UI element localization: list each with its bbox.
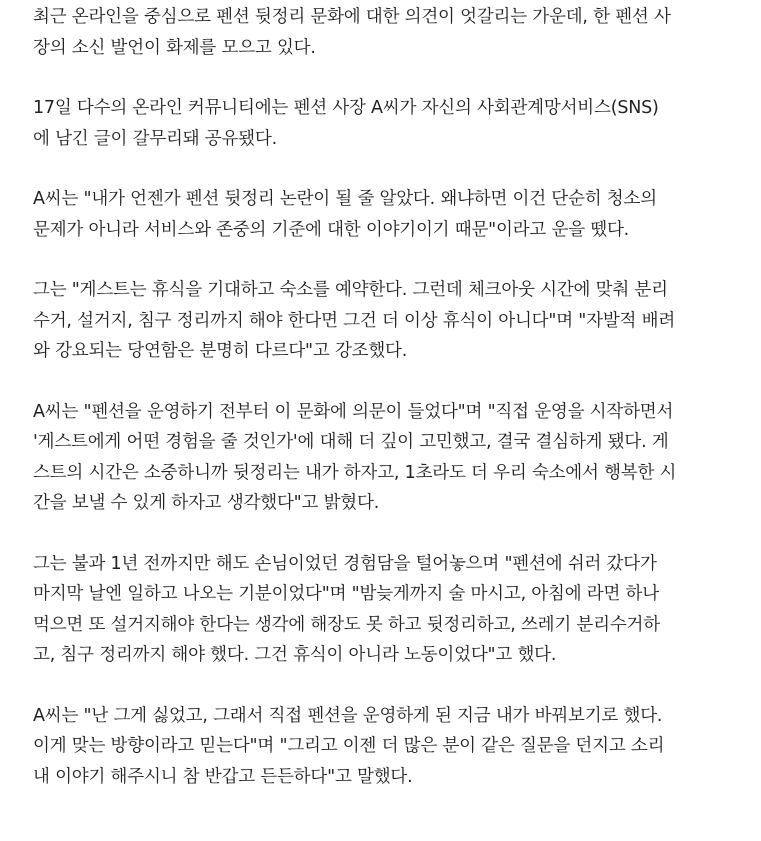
- text-line: A씨는 "난 그게 싫었고, 그래서 직접 펜션을 운영하게 된 지금 내가 바꿔보기로 했다.: [33, 705, 663, 726]
- text-line: 마지막 날엔 일하고 나오는 기분이었다"며 "밤늦게까지 술 마시고, 아침에 라면 하나: [33, 584, 659, 604]
- paragraph-1: [33, 2, 745, 63]
- paragraph-4: [33, 275, 745, 367]
- text-line: A씨는 "내가 언젠가 펜션 뒷정리 논란이 될 줄 알았다. 왜냐하면 이건 단순히 청소의: [33, 189, 657, 209]
- paragraph-5: [33, 397, 745, 519]
- text-line: 스트의 시간은 소중하니까 뒷정리는 내가 하자고, 1초라도 더 우리 숙소에서 행복한 시: [33, 462, 677, 483]
- text-line: 수거, 설거지, 침구 정리까지 해야 한다면 그건 더 이상 휴식이 아니다"며 "자발적 배려: [33, 310, 676, 331]
- text-line: '게스트에게 어떤 경험을 줄 것인가'에 대해 더 깊이 고민했고, 결국 결심하게 됐다. 게: [33, 432, 669, 452]
- text-line: 그는 불과 1년 전까지만 해도 손님이었던 경험담을 털어놓으며 "펜션에 쉬러 갔다가: [33, 553, 657, 574]
- article-body: [33, 2, 745, 822]
- paragraph-7: [33, 701, 745, 793]
- text-line: 먹으면 또 설거지해야 한다는 생각에 해장도 못 하고 뒷정리하고, 쓰레기 분리수거하: [33, 614, 660, 635]
- text-line: 최근 온라인을 중심으로 펜션 뒷정리 문화에 대한 의견이 엇갈리는 가운데, 한 펜션 사: [33, 7, 671, 27]
- paragraph-3: [33, 184, 745, 245]
- text-line: 이게 맞는 방향이라고 믿는다"며 "그리고 이젠 더 많은 분이 같은 질문을 던지고 소리: [33, 736, 665, 756]
- paragraph-2: [33, 93, 745, 154]
- paragraph-6: [33, 549, 745, 671]
- text-line: 내 이야기 해주시니 참 반갑고 든든하다"고 말했다.: [33, 766, 413, 787]
- text-line: 그는 "게스트는 휴식을 기대하고 숙소를 예약한다. 그런데 체크아웃 시간에 맞춰 분리: [33, 280, 668, 300]
- text-line: 와 강요되는 당연함은 분명히 다르다"고 강조했다.: [33, 341, 408, 361]
- text-line: 간을 보낼 수 있게 하자고 생각했다"고 밝혔다.: [33, 493, 380, 513]
- text-line: 문제가 아니라 서비스와 존중의 기준에 대한 이야기이기 때문"이라고 운을 뗐다.: [33, 219, 630, 240]
- text-line: 장의 소신 발언이 화제를 모으고 있다.: [33, 37, 316, 58]
- text-line: A씨는 "펜션을 운영하기 전부터 이 문화에 의문이 들었다"며 "직접 운영을 시작하면서: [33, 401, 674, 422]
- text-line: 17일 다수의 온라인 커뮤니티에는 펜션 사장 A씨가 자신의 사회관계망서비스(SNS): [33, 98, 659, 118]
- text-line: 고, 침구 정리까지 해야 했다. 그건 휴식이 아니라 노동이었다"고 했다.: [33, 645, 557, 665]
- text-line: 에 남긴 글이 갈무리돼 공유됐다.: [33, 128, 277, 149]
